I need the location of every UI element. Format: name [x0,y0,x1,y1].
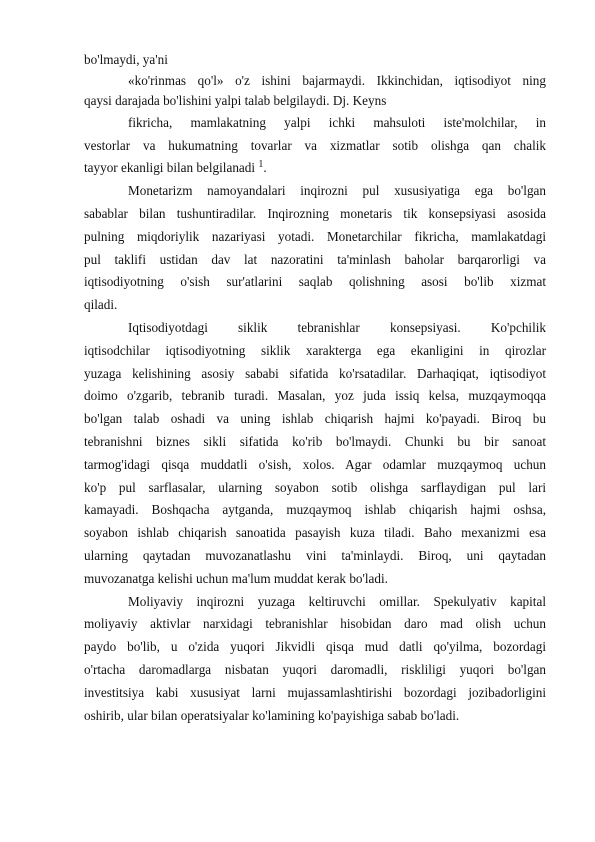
text-line: iqtisodiyotning o'sish sur'atlarini saqlab qolishning asosi bo'lib xizmat [84,274,546,290]
text-line: o'rtacha daromadlarga nisbatan yuqori daromadli, riskliligi yuqori bo'lgan [84,661,546,677]
paragraph [84,591,546,728]
text-line: qaysi darajada bo'lishini yalpi talab belgilaydi. Dj. Keyns [84,93,387,109]
text-line: Iqtisodiyotdagi siklik tebranishlar konsepsiyasi. Ko'pchilik [128,319,546,335]
text-line: tarmog'idagi qisqa muddatli o'sish, xolos. Agar odamlar muzqaymoq uchun [84,456,546,472]
text-line: kamayadi. Boshqacha aytganda, muzqaymoq ishlab chiqarish hajmi oshsa, [84,502,546,518]
text-line-with-footnote [84,157,546,180]
text-line: soyabon ishlab chiqarish sanoatida pasayish kuza tiladi. Baho mexanizmi esa [84,525,546,541]
text-line: paydo bo'lib, u o'zida yuqori Jikvidli qisqa mud datli qo'yilma, bozordagi [84,639,546,655]
text-line: Moliyaviy inqirozni yuzaga keltiruvchi omillar. Spekulyativ kapital [128,593,546,609]
text-line: tebranishni biznes sikli sifatida ko'rib bo'lmaydi. Chunki bu bir sanoat [84,433,546,449]
text-line: investitsiya kabi xususiyat larni mujassamlashtirishi bozordagi jozibadorligini [84,684,546,700]
text-line: «ko'rinmas qo'l» o'z ishini bajarmaydi. Ikkinchidan, iqtisodiyot ning [128,72,546,88]
text-line: yuzaga kelishining asosiy sababi sifatida ko'rsatadilar. Darhaqiqat, iqtisodiyot [84,365,546,381]
footnote-marker[interactable]: 1 [258,159,264,171]
text-line: ularning qaytadan muvozanatlashu vini ta'minlaydi. Biroq, uni qaytadan [84,547,546,563]
text-line: fikricha, mamlakatning yalpi ichki mahsuloti iste'molchilar, in [128,114,546,130]
text-line: muvozanatga kelishi uchun ma'lum muddat kerak bo'ladi. [84,570,388,586]
text-line: sabablar bilan tushuntiradilar. Inqirozning monetaris tik konsepsiyasi asosida [84,205,546,221]
text-line: pul taklifi ustidan dav lat nazoratini ta'minlash baholar barqarorligi va [84,251,546,267]
text-line: moliyaviy aktivlar narxidagi tebranishlar hisobidan daro mad olish uchun [84,616,546,632]
document-page [84,50,546,727]
text-line: tayyor ekanligi bilan belgilanadi [84,160,256,176]
text-line: oshirib, ular bilan operatsiyalar ko'lamining ko'payishiga sabab bo'ladi. [84,707,460,723]
text-line: qiladi. [84,297,118,313]
footnote-tail: . [263,160,267,176]
text-line: vestorlar va hukumatning tovarlar va xizmatlar sotib olishga qan chalik [84,137,546,153]
paragraph [84,112,546,180]
text-line: iqtisodchilar iqtisodiyotning siklik xarakterga ega ekanligini in qirozlar [84,342,546,358]
paragraph [84,317,546,591]
text-line: doimo o'zgarib, tebranib turadi. Masalan, yoz juda issiq kelsa, muzqaymoqqa [84,388,546,404]
text-line: bo'lmaydi, ya'ni [84,52,168,67]
paragraph [84,180,546,317]
text-line: ko'p pul sarflasalar, ularning soyabon sotib olishga sarflaydigan pul lari [84,479,546,495]
text-line: pulning miqdoriylik nazariyasi yotadi. Monetarchilar fikricha, mamlakatdagi [84,228,546,244]
paragraph [84,71,546,112]
text-line: Monetarizm namoyandalari inqirozni pul xususiyatiga ega bo'lgan [128,183,546,199]
text-line: bo'lgan talab oshadi va uning ishlab chiqarish hajmi ko'payadi. Biroq bu [84,411,546,427]
paragraph [84,50,546,71]
